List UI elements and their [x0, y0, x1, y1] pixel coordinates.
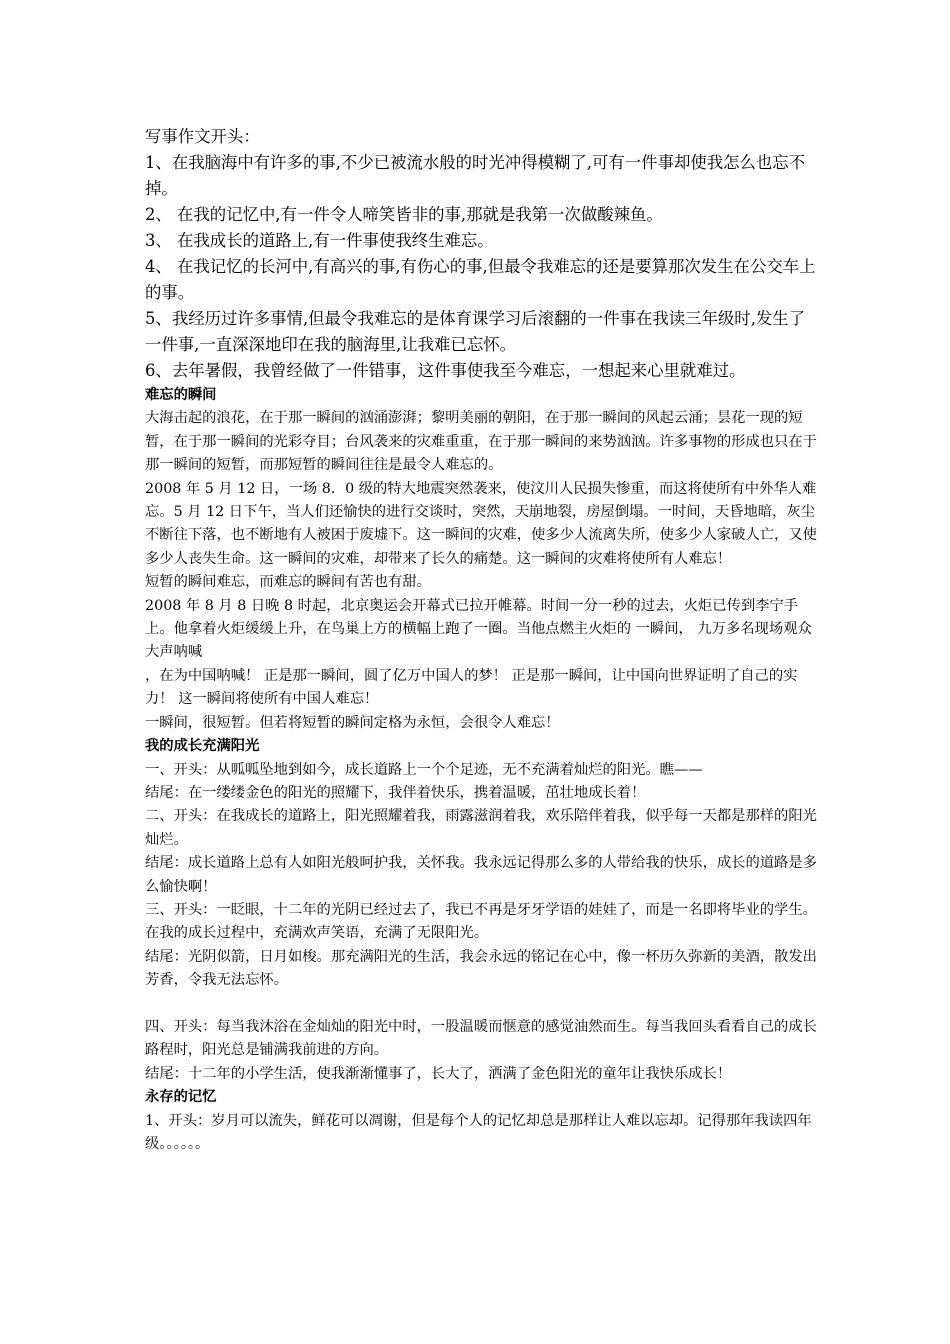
growth-paragraph: 结尾：成长道路上总有人如阳光般呵护我，关怀我。我永远记得那么多的人带给我的快乐，成长的道路是多么愉快啊！ — [145, 855, 817, 895]
moment-paragraph: 2008 年 8 月 8 日晚 8 时起，北京奥运会开幕式已拉开帷幕。时间一分一秒的过去，火炬已传到李宁手上。他拿着火炬缓缓上升，在鸟巢上方的横幅上跑了一圈。当他点燃主火炬的 一瞬间， 九万多名现场观众大声呐喊 — [145, 597, 812, 661]
intro-item-2: 2、 在我的记忆中,有一件令人啼笑皆非的事,那就是我第一次做酸辣鱼。 — [145, 205, 663, 224]
growth-paragraph: 结尾：光阴似箭，日月如梭。那充满阳光的生活，我会永远的铭记在心中，像一杯历久弥新的美酒，散发出芳香，令我无法忘怀。 — [145, 948, 817, 989]
intro-item-1: 1、在我脑海中有许多的事,不少已被流水般的时光冲得模糊了,可有一件事却使我怎么也忘不掉。 — [145, 153, 806, 198]
growth-paragraph: 四、开头：每当我沐浴在金灿灿的阳光中时，一股温暖而惬意的感觉油然而生。每当我回头看看自己的成长路程时，阳光总是铺满我前进的方向。 — [145, 1018, 817, 1059]
section-title-growth: 我的成长充满阳光 — [145, 738, 260, 755]
section-title-moment: 难忘的瞬间 — [145, 387, 217, 403]
growth-paragraph: 结尾：十二年的小学生活，使我渐渐懂事了，长大了，洒满了金色阳光的童年让我快乐成长！ — [145, 1065, 732, 1082]
moment-paragraph: 一瞬间，很短暂。但若将短暂的瞬间定格为永恒，会很令人难忘！ — [145, 714, 560, 731]
moment-paragraph: ，在为中国呐喊！ 正是那一瞬间，圆了亿万中国人的梦！ 正是那一瞬间，让中国向世界证明了自己的实力！ 这一瞬间将使所有中国人难忘！ — [145, 667, 798, 708]
growth-paragraph: 结尾：在一缕缕金色的阳光的照耀下，我伴着快乐，携着温暖，茁壮地成长着！ — [145, 784, 646, 801]
moment-paragraph: 大海击起的浪花，在于那一瞬间的汹涌澎湃；黎明美丽的朝阳，在于那一瞬间的风起云涌；昙花一现的短暂，在于那一瞬间的光彩夺目；台风袭来的灾难重重，在于那一瞬间的来势汹汹。许多事物的形成也只在于那一瞬间的短暂，而那短暂的瞬间往往是最令人难忘的。 — [145, 410, 817, 474]
document-page — [145, 124, 817, 1156]
growth-paragraph: 二、开头：在我成长的道路上，阳光照耀着我，雨露滋润着我，欢乐陪伴着我，似乎每一天都是那样的阳光灿烂。 — [145, 808, 817, 848]
blank-line — [145, 993, 817, 1016]
intro-heading: 写事作文开头： — [145, 127, 260, 146]
intro-item-4: 4、 在我记忆的长河中,有高兴的事,有伤心的事,但最令我难忘的还是要算那次发生在公交车上的事。 — [145, 257, 816, 302]
moment-paragraph: 短暂的瞬间难忘，而难忘的瞬间有苦也有甜。 — [145, 574, 431, 591]
moment-paragraph: 2008 年 5 月 12 日，一场 8．0 级的特大地震突然袭来，使汶川人民损失惨重，而这将使所有中外华人难忘。5 月 12 日下午，当人们还愉快的进行交谈时，突然，天崩地裂，房屋倒塌。一时间，天昏地暗，灰尘不断往下落，也不断地有人被困于废墟下。这一瞬间的灾难，使多少人流离失所，使多少人家破人亡，又使多少人丧失生命。这一瞬间的灾难，却带来了长久的痛楚。这一瞬间的灾难将使所有人难忘！ — [145, 480, 817, 567]
intro-item-5: 5、我经历过许多事情,但最令我难忘的是体育课学习后滚翻的一件事在我读三年级时,发生了一件事,一直深深地印在我的脑海里,让我难已忘怀。 — [145, 309, 806, 354]
intro-item-3: 3、 在我成长的道路上,有一件事使我终生难忘。 — [145, 231, 494, 250]
intro-item-6: 6、去年暑假，我曾经做了一件错事，这件事使我至今难忘，一想起来心里就难过。 — [145, 361, 746, 380]
growth-paragraph: 一、开头：从呱呱坠地到如今，成长道路上一个个足迹，无不充满着灿烂的阳光。瞧—— — [145, 761, 703, 778]
section-title-memory: 永存的记忆 — [145, 1089, 217, 1106]
memory-paragraph: 1、开头：岁月可以流失，鲜花可以凋谢，但是每个人的记忆却总是那样让人难以忘却。记得那年我读四年级。。。。。。 — [145, 1112, 812, 1152]
growth-paragraph: 三、开头：一眨眼，十二年的光阴已经过去了，我已不再是牙牙学语的娃娃了，而是一名即将毕业的学生。在我的成长过程中，充满欢声笑语，充满了无限阳光。 — [145, 901, 817, 942]
